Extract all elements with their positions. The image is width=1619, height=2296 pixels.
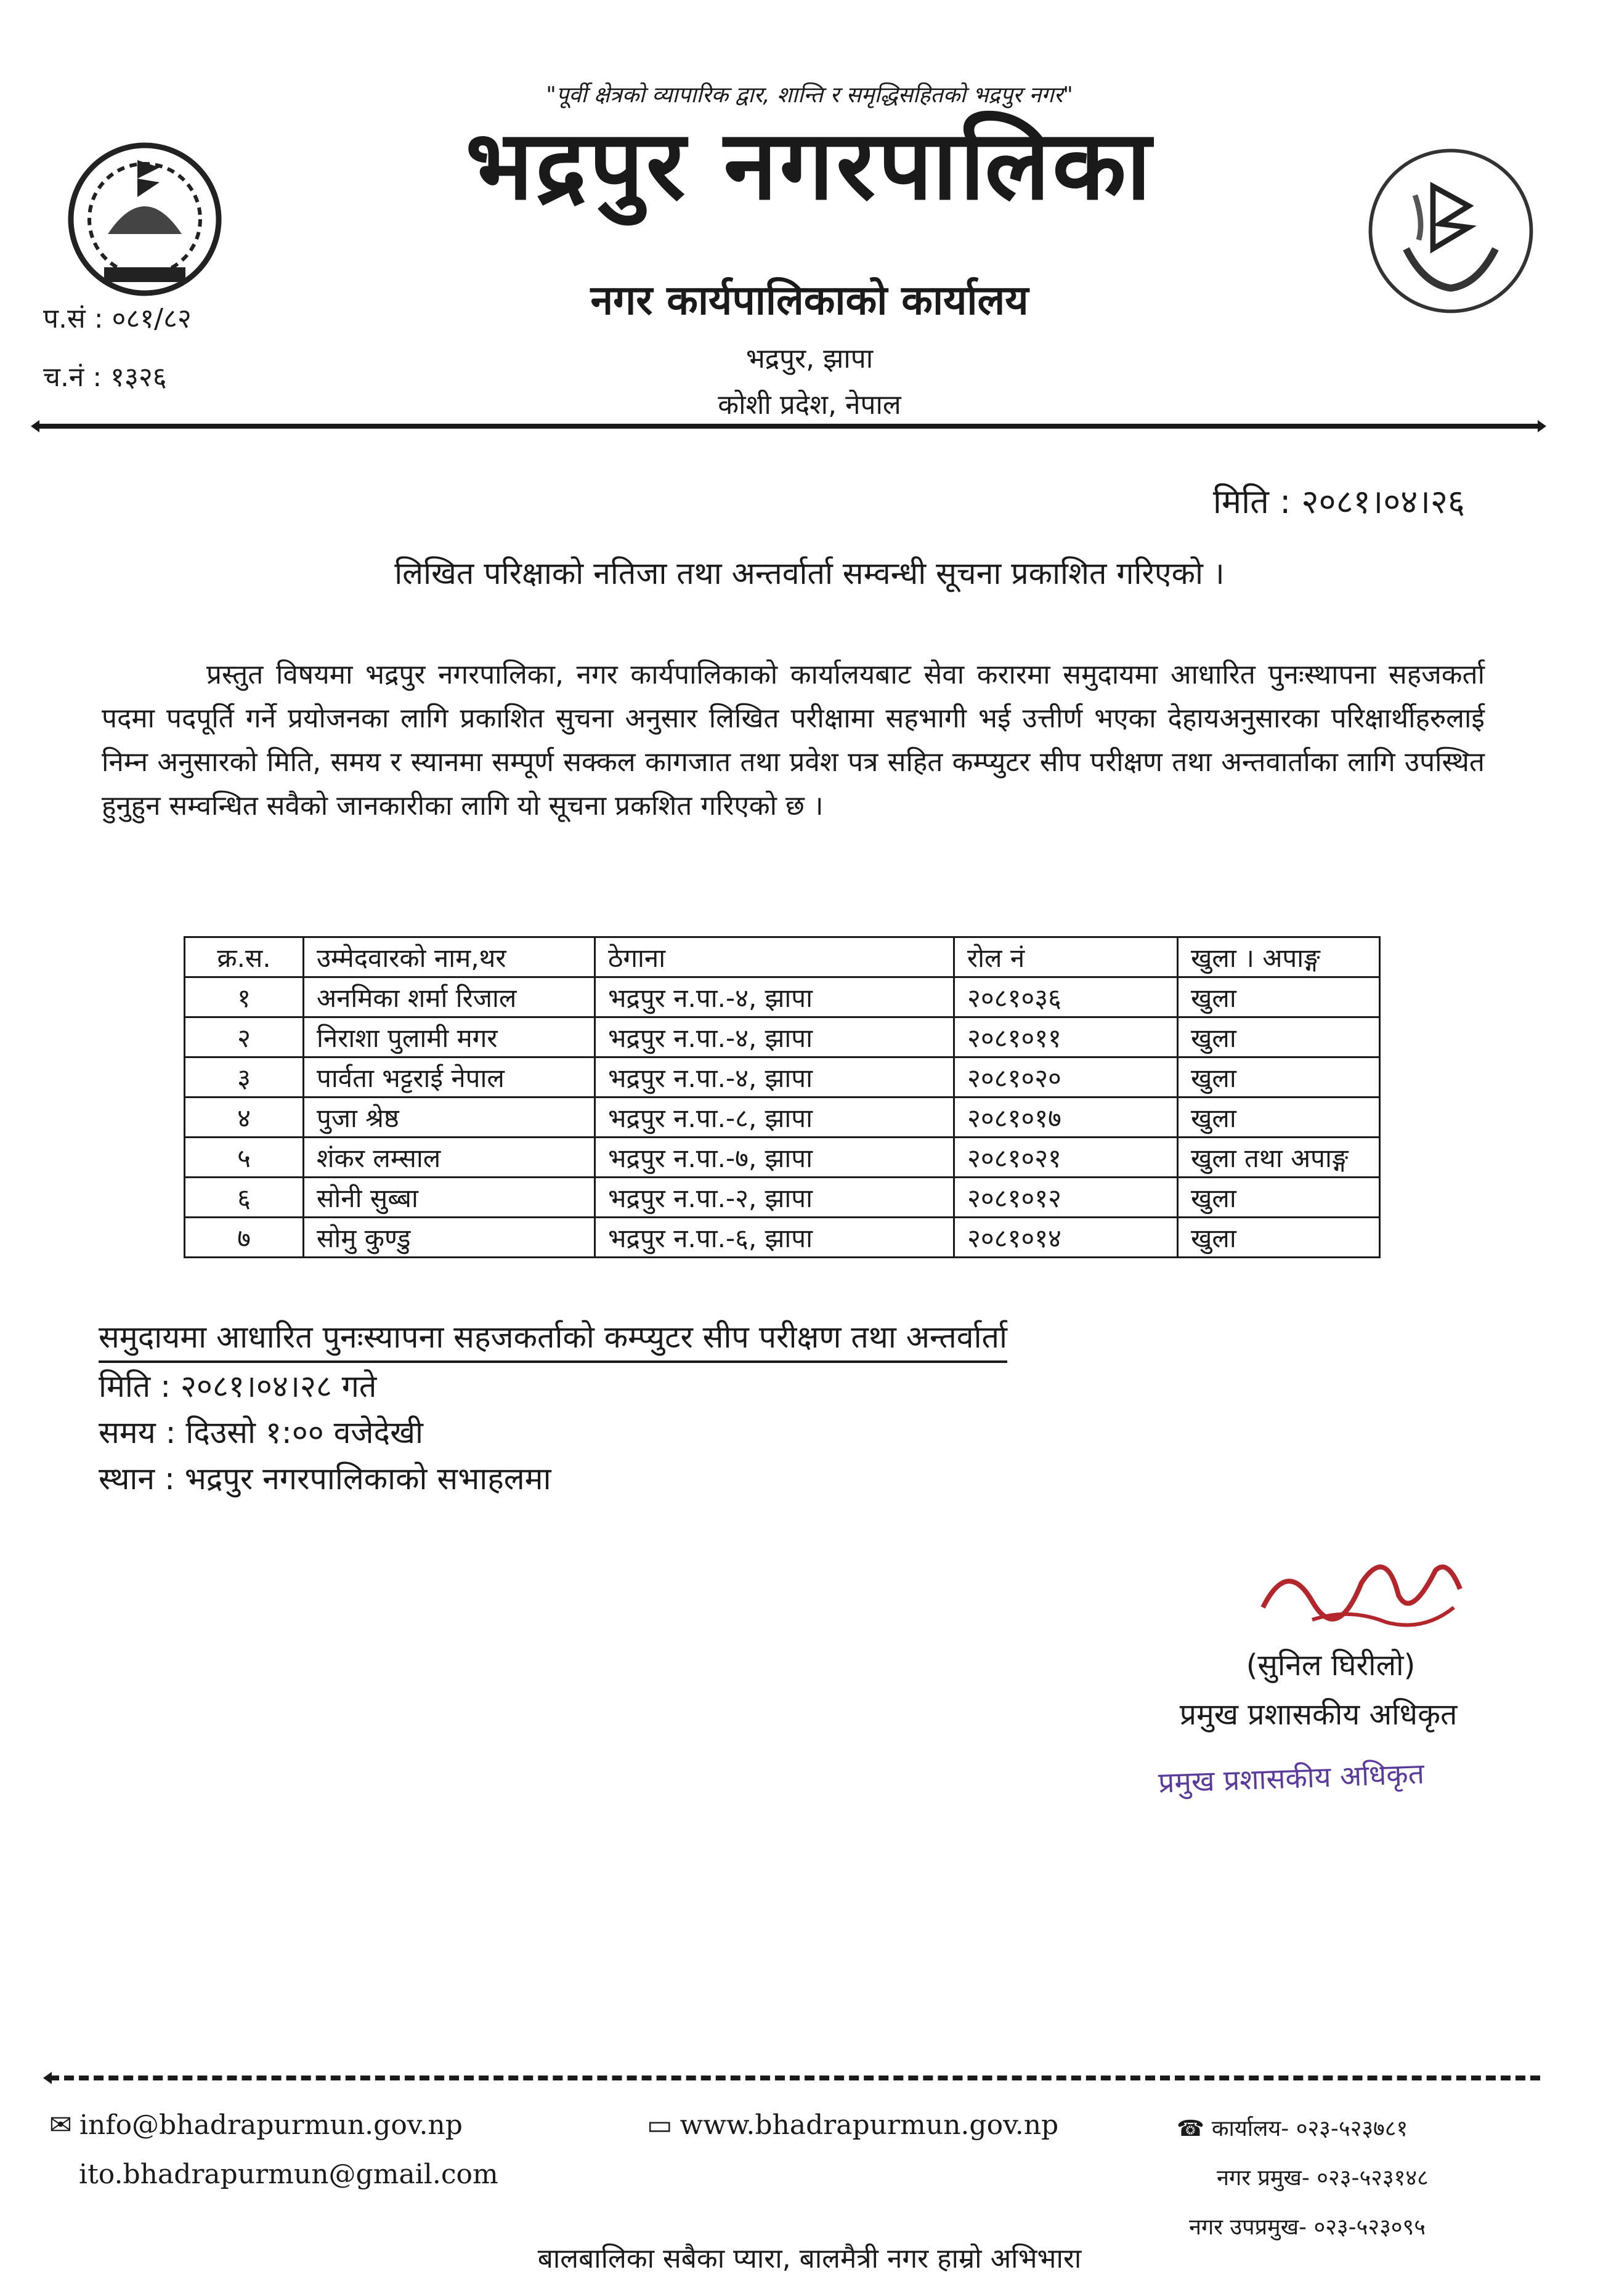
table-row — [185, 977, 1380, 1017]
table-row — [185, 1097, 1380, 1138]
cell-name: पुजा श्रेष्ठ — [304, 1097, 595, 1138]
footer-motto: बालबालिका सबैका प्यारा, बालमैत्री नगर हाम्रो अभिभारा — [537, 2243, 1082, 2274]
handwritten-signature — [1238, 1534, 1485, 1657]
header-roll: रोल नं — [954, 937, 1178, 977]
cell-serial: ६ — [185, 1178, 304, 1218]
cell-category: खुला — [1178, 1218, 1380, 1258]
footer-divider — [49, 2076, 1540, 2080]
cell-roll: २०८१०३६ — [954, 977, 1178, 1017]
header-category: खुला । अपाङ्ग — [1178, 937, 1380, 977]
cell-name: सोमु कुण्डु — [304, 1218, 595, 1258]
email-primary[interactable] — [49, 2109, 463, 2141]
cell-category: खुला — [1178, 977, 1380, 1017]
cell-category: खुला — [1178, 1178, 1380, 1218]
cell-category: खुला — [1178, 1057, 1380, 1097]
email-secondary[interactable]: ito.bhadrapurmun@gmail.com — [79, 2159, 498, 2190]
cell-roll: २०८१०११ — [954, 1017, 1178, 1057]
cell-serial: ७ — [185, 1218, 304, 1258]
candidates-table — [184, 936, 1381, 1258]
exam-date: मिति : २०८१।०४।२८ गते — [99, 1368, 377, 1404]
letter-subject: लिखित परिक्षाको नतिजा तथा अन्तर्वार्ता सम्वन्धी सूचना प्रकाशित गरिएको । — [394, 556, 1225, 591]
reference-number: प.सं : ०८१/८२ — [43, 303, 192, 334]
header-serial: क्र.स. — [185, 937, 304, 977]
letter-body: प्रस्तुत विषयमा भद्रपुर नगरपालिका, नगर कार्यपालिकाको कार्यालयबाट सेवा करारमा समुदायमा आधारित पुनःस्थापना सहजकर्ता पदमा पदपूर्ति गर्ने प्रयोजनका लागि प्रकाशित सुचना अनुसार लिखित परीक्षामा सहभागी भई उत्तीर्ण भएका देहायअनुसारका परिक्षार्थीहरुलाई निम्न अनुसारको मिति, समय र स्यानमा सम्पूर्ण सक्कल कागजात तथा प्रवेश पत्र सहित कम्प्युटर सीप परीक्षण तथा अन्तवार्ताका लागि उपस्थित हुनुहुन सम्वन्धित सवैको जानकारीका लागि यो सूचना प्रकशित गरिएको छ । — [102, 659, 1485, 822]
office-subtitle: नगर कार्यपालिकाको कार्यालय — [590, 277, 1029, 324]
header-address: ठेगाना — [595, 937, 954, 977]
table-row — [185, 1057, 1380, 1097]
signatory-name: (सुनिल घिरीलो) — [1246, 1648, 1416, 1683]
cell-roll: २०८१०१४ — [954, 1218, 1178, 1258]
envelope-icon: ✉ — [49, 2109, 72, 2141]
email-primary-text: info@bhadrapurmun.gov.np — [79, 2109, 463, 2141]
cell-name: सोनी सुब्बा — [304, 1178, 595, 1218]
cell-serial: ४ — [185, 1097, 304, 1138]
cell-serial: १ — [185, 977, 304, 1017]
cell-category: खुला — [1178, 1097, 1380, 1138]
exam-heading: समुदायमा आधारित पुनःस्यापना सहजकर्ताको कम्प्युटर सीप परीक्षण तथा अन्तर्वार्ता — [99, 1315, 1007, 1363]
cell-address: भद्रपुर न.पा.-६, झापा — [595, 1218, 954, 1258]
address-province: कोशी प्रदेश, नेपाल — [718, 389, 901, 421]
phone-office-text: कार्यालय- ०२३-५२३७८१ — [1211, 2116, 1408, 2141]
cell-roll: २०८१०२१ — [954, 1138, 1178, 1178]
cell-category: खुला — [1178, 1017, 1380, 1057]
cell-roll: २०८१०२० — [954, 1057, 1178, 1097]
table-header-row — [185, 937, 1380, 977]
cell-roll: २०८१०१२ — [954, 1178, 1178, 1218]
cell-address: भद्रपुर न.पा.-२, झापा — [595, 1178, 954, 1218]
organization-title: भद्रपुर नगरपालिका — [465, 109, 1154, 221]
website-link[interactable] — [647, 2109, 1058, 2141]
header-divider — [37, 424, 1540, 429]
cell-address: भद्रपुर न.पा.-४, झापा — [595, 1057, 954, 1097]
phone-mayor: नगर प्रमुख- ०२३-५२३१४८ — [1217, 2165, 1429, 2191]
cell-name: शंकर लम्साल — [304, 1138, 595, 1178]
header-name: उम्मेदवारको नाम,थर — [304, 937, 595, 977]
website-text: www.bhadrapurmun.gov.np — [680, 2109, 1059, 2141]
phone-office — [1177, 2112, 1408, 2143]
cell-address: भद्रपुर न.पा.-७, झापा — [595, 1138, 954, 1178]
tagline: "पूर्वी क्षेत्रको व्यापारिक द्वार, शान्ति र समृद्धिसहितको भद्रपुर नगर" — [546, 83, 1073, 108]
table-row — [185, 1178, 1380, 1218]
cell-roll: २०८१०१७ — [954, 1097, 1178, 1138]
exam-place: स्थान : भद्रपुर नगरपालिकाको सभाहलमा — [99, 1461, 551, 1497]
cell-name: पार्वता भट्टराई नेपाल — [304, 1057, 595, 1097]
letter-date: मिति : २०८१।०४।२६ — [1212, 482, 1465, 521]
monitor-icon: ▭ — [647, 2109, 673, 2141]
table-row — [185, 1138, 1380, 1178]
exam-time: समय : दिउसो १:०० वजेदेखी — [99, 1415, 423, 1450]
dispatch-number: च.नं : १३२६ — [43, 362, 167, 393]
cell-address: भद्रपुर न.पा.-८, झापा — [595, 1097, 954, 1138]
cell-address: भद्रपुर न.पा.-४, झापा — [595, 1017, 954, 1057]
cell-serial: २ — [185, 1017, 304, 1057]
cell-category: खुला तथा अपाङ्ग — [1178, 1138, 1380, 1178]
cell-name: निराशा पुलामी मगर — [304, 1017, 595, 1057]
telephone-icon: ☎ — [1177, 2116, 1204, 2141]
official-stamp: प्रमुख प्रशासकीय अधिकृत — [1158, 1756, 1425, 1800]
table-row — [185, 1218, 1380, 1258]
table-row — [185, 1017, 1380, 1057]
cell-name: अनमिका शर्मा रिजाल — [304, 977, 595, 1017]
cell-serial: ५ — [185, 1138, 304, 1178]
cell-serial: ३ — [185, 1057, 304, 1097]
address-city: भद्रपुर, झापा — [745, 343, 874, 374]
cell-address: भद्रपुर न.पा.-४, झापा — [595, 977, 954, 1017]
phone-deputy-mayor: नगर उपप्रमुख- ०२३-५२३०९५ — [1189, 2215, 1426, 2240]
signatory-title: प्रमुख प्रशासकीय अधिकृत — [1179, 1697, 1458, 1732]
